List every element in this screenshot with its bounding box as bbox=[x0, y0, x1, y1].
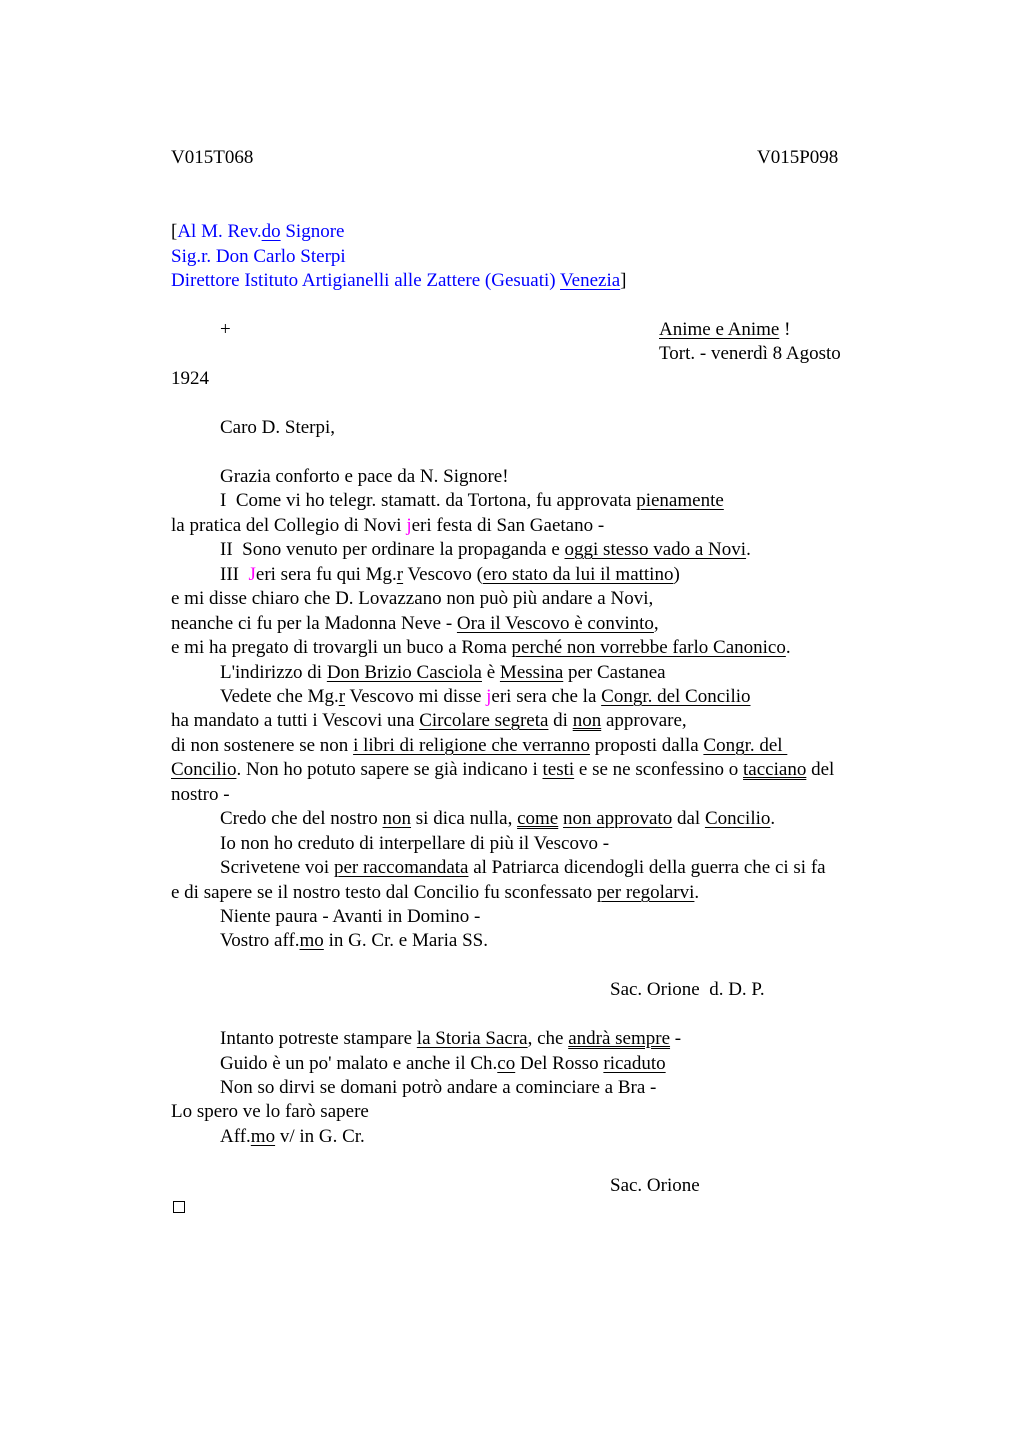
end-square-icon bbox=[173, 1201, 185, 1213]
address-line-3 bbox=[171, 269, 627, 293]
text: Credo che del nostro bbox=[220, 808, 383, 829]
address-text: Signore bbox=[280, 221, 345, 242]
double-underlined-text: tacciano bbox=[743, 759, 807, 780]
text: L'indirizzo di bbox=[220, 662, 327, 683]
paragraph-4 bbox=[220, 661, 666, 685]
underlined-text: i libri di religione che verranno bbox=[353, 735, 590, 756]
correction-letter: J bbox=[248, 564, 256, 585]
underlined-text: Ora il Vescovo è convinto bbox=[456, 613, 654, 634]
text: eri festa di San Gaetano - bbox=[411, 515, 605, 536]
text: di non sostenere se non bbox=[171, 735, 354, 756]
paragraph-3-cont-3 bbox=[171, 636, 791, 660]
text: in G. Cr. e Maria SS. bbox=[323, 930, 488, 951]
text: . bbox=[694, 882, 700, 903]
paragraph-3-cont-2 bbox=[171, 612, 659, 636]
address-city: Venezia bbox=[560, 270, 621, 291]
text: Aff. bbox=[220, 1126, 251, 1147]
postscript-closing bbox=[220, 1125, 365, 1149]
text: la pratica del Collegio di Novi bbox=[171, 515, 407, 536]
text: eri sera che la bbox=[491, 686, 602, 707]
postscript-line-1 bbox=[220, 1027, 681, 1051]
text: v/ in G. Cr. bbox=[275, 1126, 365, 1147]
text: . Non ho potuto sapere se già indicano i bbox=[236, 759, 543, 780]
text: . bbox=[785, 637, 791, 658]
underlined-text: per regolarvi bbox=[596, 882, 695, 903]
motto bbox=[659, 318, 790, 342]
text: I Come vi ho telegr. stamatt. da Tortona, fu approvata bbox=[220, 490, 637, 511]
text: Intanto potreste stampare bbox=[220, 1028, 417, 1049]
cross-mark: + bbox=[220, 319, 231, 340]
text: neanche ci fu per la Madonna Neve - bbox=[171, 613, 457, 634]
text: eri sera fu qui Mg. bbox=[255, 564, 397, 585]
text: Guido è un po' malato e anche il Ch. bbox=[220, 1053, 498, 1074]
postscript-line-2 bbox=[220, 1052, 666, 1076]
text: del bbox=[806, 759, 835, 780]
underlined-text: testi bbox=[542, 759, 575, 780]
paragraph-3-cont-1: e mi disse chiaro che D. Lovazzano non può più andare a Novi, bbox=[171, 588, 654, 609]
underlined-text: Congr. del bbox=[703, 735, 788, 756]
closing bbox=[220, 929, 488, 953]
underlined-text: mo bbox=[250, 1126, 276, 1147]
underlined-text: Congr. del Concilio bbox=[601, 686, 751, 707]
double-underlined-text: come bbox=[517, 808, 559, 829]
paragraph-3 bbox=[220, 563, 680, 587]
motto-end: ! bbox=[779, 319, 791, 340]
paragraph-1 bbox=[220, 489, 724, 513]
text: di bbox=[548, 710, 573, 731]
text: ha mandato a tutti i Vescovi una bbox=[171, 710, 420, 731]
underlined-text: Messina bbox=[499, 662, 564, 683]
text: . bbox=[746, 539, 751, 560]
text: ) bbox=[673, 564, 680, 585]
text: per Castanea bbox=[563, 662, 666, 683]
text: approvare, bbox=[601, 710, 687, 731]
text: Del Rosso bbox=[515, 1053, 604, 1074]
signature-2: Sac. Orione bbox=[610, 1175, 700, 1196]
underlined-text: Concilio bbox=[171, 759, 237, 780]
address-text: Al M. Rev. bbox=[177, 221, 262, 242]
paragraph-5-cont-2 bbox=[171, 734, 787, 758]
text: si dica nulla, bbox=[411, 808, 518, 829]
address-line-1 bbox=[171, 220, 344, 244]
underlined-text: Concilio bbox=[704, 808, 771, 829]
dateline: Tort. - venerdì 8 Agosto bbox=[659, 343, 841, 364]
text: proposti dalla bbox=[589, 735, 704, 756]
paragraph-5-cont-4: nostro - bbox=[171, 784, 230, 805]
correction-letter: j bbox=[486, 686, 492, 707]
underlined-text: ricaduto bbox=[603, 1053, 666, 1074]
underlined-text: la Storia Sacra bbox=[416, 1028, 528, 1049]
text: Vescovo mi disse bbox=[345, 686, 487, 707]
postscript-line-3: Non so dirvi se domani potrò andare a cominciare a Bra - bbox=[220, 1077, 657, 1098]
text: Vostro aff. bbox=[220, 930, 300, 951]
postscript-line-4: Lo spero ve lo farò sapere bbox=[171, 1101, 369, 1122]
underlined-text: Don Brizio Casciola bbox=[326, 662, 482, 683]
underlined-text: perché non vorrebbe farlo Canonico bbox=[511, 637, 786, 658]
greeting: Grazia conforto e pace da N. Signore! bbox=[220, 466, 509, 487]
underlined-text: non approvato bbox=[562, 808, 673, 829]
text: Vescovo ( bbox=[403, 564, 483, 585]
text: Scrivetene voi bbox=[220, 857, 334, 878]
salutation: Caro D. Sterpi, bbox=[220, 417, 336, 438]
correction-letter: j bbox=[406, 515, 412, 536]
close-bracket: ] bbox=[620, 270, 627, 291]
underlined-text: r bbox=[396, 564, 404, 585]
underlined-text: ero stato da lui il mattino bbox=[482, 564, 674, 585]
paragraph-8 bbox=[220, 856, 826, 880]
underlined-text: co bbox=[497, 1053, 516, 1074]
text: , bbox=[653, 613, 659, 634]
paragraph-9: Niente paura - Avanti in Domino - bbox=[220, 906, 481, 927]
text: Vedete che Mg. bbox=[220, 686, 339, 707]
signature-1: Sac. Orione d. D. P. bbox=[610, 979, 765, 1000]
paragraph-1-cont bbox=[171, 514, 604, 538]
underlined-text: non bbox=[382, 808, 412, 829]
paragraph-7: Io non ho creduto di interpellare di più il Vescovo - bbox=[220, 833, 610, 854]
text: e se ne sconfessino o bbox=[574, 759, 744, 780]
text: e mi ha pregato di trovargli un buco a Roma bbox=[171, 637, 512, 658]
text: dal bbox=[672, 808, 705, 829]
double-underlined-text: andrà sempre bbox=[568, 1028, 671, 1049]
text: . bbox=[770, 808, 776, 829]
document-code-right: V015P098 bbox=[757, 147, 839, 168]
address-line-2: Sig.r. Don Carlo Sterpi bbox=[171, 246, 346, 267]
text: , che bbox=[527, 1028, 569, 1049]
text: è bbox=[481, 662, 500, 683]
paragraph-8-cont bbox=[171, 881, 699, 905]
dateline-year: 1924 bbox=[171, 368, 209, 389]
motto-text: Anime e Anime bbox=[659, 319, 780, 340]
underlined-text: per raccomandata bbox=[333, 857, 469, 878]
text: III bbox=[220, 564, 249, 585]
document-code-left: V015T068 bbox=[171, 147, 254, 168]
text: - bbox=[670, 1028, 682, 1049]
address-text: Direttore Istituto Artigianelli alle Zattere (Gesuati) bbox=[171, 270, 561, 291]
double-underlined-text: non bbox=[572, 710, 602, 731]
underlined-text: mo bbox=[299, 930, 324, 951]
text: al Patriarca dicendogli della guerra che ci si fa bbox=[468, 857, 826, 878]
paragraph-5-cont-3 bbox=[171, 758, 834, 782]
underlined-text: pienamente bbox=[636, 490, 724, 511]
address-abbrev: do bbox=[261, 221, 281, 242]
paragraph-5-cont-1 bbox=[171, 709, 687, 733]
open-bracket: [ bbox=[171, 221, 178, 242]
underlined-text: oggi stesso vado a Novi bbox=[564, 539, 747, 560]
text: e di sapere se il nostro testo dal Concilio fu sconfessato bbox=[171, 882, 597, 903]
underlined-text: r bbox=[338, 686, 346, 707]
text: II Sono venuto per ordinare la propaganda e bbox=[220, 539, 565, 560]
paragraph-2 bbox=[220, 538, 751, 562]
paragraph-6 bbox=[220, 807, 775, 831]
underlined-text: Circolare segreta bbox=[419, 710, 549, 731]
paragraph-5 bbox=[220, 685, 751, 709]
